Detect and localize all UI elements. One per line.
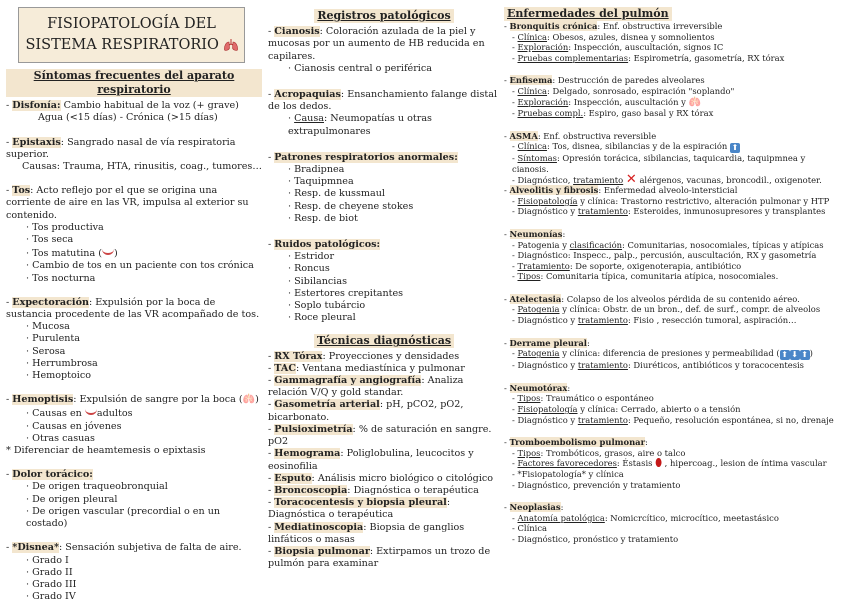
dolor-section: - Dolor torácico: · De origen traqueobronquial · De origen pleural · De origen vascular (precordial o en un costado): [6, 469, 262, 530]
list-item: · Herrumbrosa: [6, 358, 262, 370]
up-arrow-icon: ⬆: [801, 350, 808, 360]
title-line-2: SISTEMA RESPIRATORIO: [26, 35, 238, 56]
list-item: - Broncoscopia: Diagnóstica o terapéutica: [268, 484, 479, 496]
blood-drop-icon: ⬮: [655, 456, 663, 470]
list-item: - Diagnóstico, prevención y tratamiento: [504, 480, 842, 491]
list-item: - Fisiopatología y clínica: Cerrado, abierto o a tensión: [504, 404, 842, 415]
list-item: · Grado I: [6, 555, 262, 567]
cianosis-section: - Cianosis: Coloración azulada de la piel y mucosas por un aumento de HB reducida en capilares. · Cianosis central o periférica: [268, 26, 500, 75]
title-line-1: FISIOPATOLOGÍA DEL: [47, 16, 216, 32]
up-arrow-icon: ⬆: [731, 143, 739, 153]
list-item: · Sibilancias: [268, 276, 500, 288]
patrones-term: Patrones respiratorios anormales: [274, 151, 455, 163]
list-item: · Roncus: [268, 263, 500, 275]
list-item: · Bradipnea: [268, 164, 500, 176]
symptoms-heading: Síntomas frecuentes del aparato respiratorio: [6, 69, 262, 97]
list-item: · Soplo tubárcio: [268, 300, 500, 312]
list-item: · Causas en adultos: [6, 406, 262, 420]
list-item: - Diagnóstico y tratamiento: Diuréticos, antibióticos y toracocentesis: [504, 360, 842, 371]
list-item: - Exploración: Inspección, auscultación, signos IC: [504, 42, 842, 53]
list-item: - Patogenia y clínica: Obstr. de un bron., def. de surf., compr. de alveolos: [504, 304, 842, 315]
lungs-icon: 🫁: [688, 96, 701, 108]
list-item: - Diagnóstico y tratamiento: Fisio , resección tumoral, aspiración…: [504, 315, 842, 326]
up-arrow-icon: ⬆: [781, 350, 788, 360]
list-item: · Grado III: [6, 579, 262, 591]
list-item: - Clínica: [504, 523, 842, 534]
neumotorax-section: - Neumotórax: - Tipos: Traumático o espontáneo - Fisiopatología y clínica: Cerrado, abierto o a tensión - Diagnóstico y tratamiento: Pequeño, resolución espontánea, si no, drenaje: [504, 383, 842, 425]
list-item: · De origen traqueobronquial: [6, 481, 262, 493]
epistaxis-section: - Epistaxis: Sangrado nasal de vía respiratoria superior. Causas: Trauma, HTA, rinusitis, coag., tumores…: [6, 136, 262, 173]
hemoptisis-section: - Hemoptisis: Expulsión de sangre por la boca (🫁) · Causas en adultos · Causas en jóvenes · Otras casuas * Diferenciar de heamtemesis o epixtasis: [6, 394, 262, 457]
hemoptisis-term: Hemoptisis: [12, 394, 74, 406]
list-item: - Pulsioximetría: % de saturación en sangre. pO2: [268, 423, 492, 448]
list-item: · Serosa: [6, 346, 262, 358]
disfonia-term: Disfonía:: [12, 100, 61, 112]
expectoracion-term: Expectoración: [12, 296, 89, 308]
ruidos-section: - Ruidos patológicos: · Estridor · Roncus · Sibilancias · Estertores crepitantes · Soplo tubárcio · Roce pleural: [268, 239, 500, 324]
list-item: - Factores favorecedores: Éstasis ⬮ , hipercoag., lesion de íntima vascular: [504, 458, 842, 469]
cianosis-term: Cianosis: [274, 26, 320, 38]
list-item: · Resp. de kussmaul: [268, 188, 500, 200]
disnea-section: - *Disnea*: Sensación subjetiva de falta de aire. · Grado I · Grado II · Grado III · Grado IV: [6, 542, 262, 603]
column-registros: [268, 9, 500, 570]
list-item: · Tos seca: [6, 234, 262, 246]
list-item: - Tipos: Comunitaria típica, comunitaria atípica, nosocomiales.: [504, 271, 842, 282]
list-item: · Taquipmnea: [268, 176, 500, 188]
list-item: - Diagnóstico: Inspecc., palp., percusión, auscultación, RX y gasometría: [504, 250, 842, 261]
list-item: - Tratamiento: De soporte, oxigenoterapia, antibiótico: [504, 261, 842, 272]
list-item: - Clínica: Delgado, sonrosado, espiración "soplando": [504, 86, 842, 97]
trombo-section: - Tromboembolismo pulmonar: - Tipos: Trombóticos, grasos, aire o talco - Factores favorecedores: Éstasis ⬮ , hipercoag., lesion de íntima vascular - *Fisiopatología* y clínica - Diagnóstico, prevención y tratamiento: [504, 437, 842, 490]
tos-term: Tos: [12, 185, 31, 197]
atelectasia-section: - Atelectasia: Colapso de los alveolos pérdida de su contenido aéreo. - Patogenia y clínica: Obstr. de un bron., def. de surf., compr. de alveolos - Diagnóstico y tratamiento: Fisio , resección tumoral, aspiración…: [504, 294, 842, 326]
list-item: - Tipos: Traumático o espontáneo: [504, 393, 842, 404]
elderly-icon: [85, 406, 97, 415]
list-item: - Diagnóstico, pronóstico y tratamiento: [504, 534, 842, 545]
title-box: [18, 7, 245, 63]
list-item: - Biopsia pulmonar: Extirpamos un trozo de pulmón para examinar: [268, 545, 491, 570]
enfermedades-heading: Enfermedades del pulmón: [504, 7, 672, 21]
list-item: · Tos nocturna: [6, 273, 262, 285]
list-item: - Tipos: Trombóticos, grasos, aire o talco: [504, 448, 842, 459]
list-item: - Toracocentesis y biopsia pleural: Diagnóstica o terapéutica: [268, 497, 451, 521]
list-item: · Hemoptoico: [6, 370, 262, 382]
list-item: · Estertores crepitantes: [268, 288, 500, 300]
list-item: - Anatomía patológica: Nomicrcítico, microcítico, meetastásico: [504, 513, 842, 524]
lungs-icon: 🫁: [242, 394, 256, 406]
list-item: · Tos productiva: [6, 222, 262, 234]
epistaxis-term: Epistaxis: [12, 136, 61, 148]
list-item: · Otras casuas: [6, 433, 262, 445]
enfisema-section: - Enfisema: Destrucción de paredes alveolares - Clínica: Delgado, sonrosado, espiración "soplando" - Exploración: Inspección, auscultación y 🫁 - Pruebas compl.: Espiro, gaso basal y RX tórax: [504, 75, 842, 118]
list-item: · Causas en jóvenes: [6, 421, 262, 433]
column-enfermedades: [504, 7, 842, 545]
down-arrow-icon: ⬇: [791, 350, 798, 360]
asma-section: - ASMA: Enf. obstructiva reversible - Clínica: Tos, disnea, sibilancias y de la espiración ⬆ - Síntomas: Opresión torácica, sibilancias, taquicardia, taquipmnea y cianosis. - Diagnóstico, tratamiento ✕ alérgenos, vacunas, broncodil., oxigenoter.: [504, 131, 842, 185]
list-item: - Diagnóstico y tratamiento: Esteroides, inmunosupresores y transplantes: [504, 206, 842, 217]
list-item: · Cianosis central o periférica: [268, 63, 500, 75]
list-item: · Grado II: [6, 567, 262, 579]
list-item: · Causa: Neumopatías u otras extrapulmonares: [268, 113, 500, 137]
neoplasias-section: - Neoplasias: - Anatomía patológica: Nomicrcítico, microcítico, meetastásico - Clínica - Diagnóstico, pronóstico y tratamiento: [504, 502, 842, 544]
patrones-section: - Patrones respiratorios anormales: · Bradipnea · Taquipmnea · Resp. de kussmaul · Resp. de cheyene stokes · Resp. de biot: [268, 152, 500, 225]
ruidos-term: Ruidos patológicos: [274, 239, 377, 251]
list-item: - Mediatinoscopia: Biopsia de ganglios linfáticos o masas: [268, 521, 465, 545]
list-item: - Diagnóstico y tratamiento: Pequeño, resolución espontánea, si no, drenaje: [504, 415, 842, 426]
alveolitis-section: - Alveolitis y fibrosis: Enfermedad alveolo-intersticial - Fisiopatología y clínica: Trastorno restrictivo, alteración pulmonar y HTP - Diagnóstico y tratamiento: Esteroides, inmunosupresores y transplantes: [504, 185, 842, 217]
list-item: - Exploración: Inspección, auscultación y 🫁: [504, 97, 842, 109]
tecnicas-heading: Técnicas diagnósticas: [314, 334, 454, 348]
dolor-term: Dolor torácico:: [12, 469, 93, 481]
list-item: - Gammagrafía y angiografía: Analiza relación V/Q y gold standar.: [268, 375, 464, 399]
bronquitis-section: - Bronquitis crónica: Enf. obstructiva irreversible - Clínica: Obesos, azules, disnea y somnolientos - Exploración: Inspección, auscultación, signos IC - Pruebas complementarias: Espirometría, gasometría, RX tórax: [504, 21, 842, 63]
column-symptoms: [6, 69, 262, 603]
neumonias-section: - Neumonías: - Patogenia y clasificación: Comunitarias, nosocomiales, típicas y atípicas - Diagnóstico: Inspecc., palp., percusión, auscultación, RX y gasometría - Tratamiento: De soporte, oxigenoterapia, antibiótico - Tipos: Comunitaria típica, comunitaria atípica, nosocomiales.: [504, 229, 842, 282]
list-item: · Resp. de biot: [268, 213, 500, 225]
list-item: - Hemograma: Poliglobulina, leucocitos y eosinofilia: [268, 448, 474, 472]
hemoptisis-note: * Diferenciar de heamtemesis o epixtasis: [6, 445, 206, 457]
list-item: · Roce pleural: [268, 312, 500, 324]
epistaxis-causes: Causas: Trauma, HTA, rinusitis, coag., tumores…: [22, 161, 262, 173]
tos-section: - Tos: Acto reflejo por el que se origina una corriente de aire en las VR, impulsa al exterior su contenido. · Tos productiva · Tos seca · Tos matutina ( ) · Cambio de tos en un paciente con tos crónica · Tos nocturna: [6, 185, 262, 285]
mouth-icon: [102, 246, 114, 255]
list-item: · Grado IV: [6, 591, 262, 603]
list-item: · Cambio de tos en un paciente con tos crónica: [6, 260, 262, 272]
list-item: - Clínica: Tos, disnea, sibilancias y de la espiración ⬆: [504, 141, 842, 153]
list-item: - TAC: Ventana mediastínica y pulmonar: [268, 362, 465, 374]
list-item: - Gasometría arterial: pH, pCO2, pO2, bicarbonato.: [268, 399, 464, 423]
list-item: - RX Tórax: Proyecciones y densidades: [268, 350, 460, 362]
list-item: · Mucosa: [6, 321, 262, 333]
list-item: - Pruebas complementarias: Espirometría, gasometría, RX tórax: [504, 53, 842, 64]
list-item: · Tos matutina ( ): [6, 246, 262, 260]
list-item: - Fisiopatología y clínica: Trastorno restrictivo, alteración pulmonar y HTP: [504, 196, 842, 207]
lungs-icon: [224, 39, 238, 51]
list-item: - Síntomas: Opresión torácica, sibilancias, taquicardia, taquipmnea y cianosis.: [504, 153, 842, 174]
list-item: · De origen vascular (precordial o en un costado): [6, 506, 262, 530]
list-item: · Resp. de cheyene stokes: [268, 201, 500, 213]
disfonia-section: - Disfonía: Cambio habitual de la voz (+ grave) Agua (<15 días) - Crónica (>15 días): [6, 100, 262, 124]
acropaquias-section: - Acropaquias: Ensanchamiento falange distal de los dedos. · Causa: Neumopatías u otras extrapulmonares: [268, 89, 500, 138]
list-item: · Estridor: [268, 251, 500, 263]
acropaquias-term: Acropaquias: [274, 89, 341, 101]
tecnicas-list: [268, 351, 500, 571]
derrame-section: - Derrame pleural: - Patogenia y clínica: diferencia de presiones y permeabilidad ( ⬆ ⬇ ⬆ ) - Diagnóstico y tratamiento: Diuréticos, antibióticos y toracocentesis: [504, 338, 842, 371]
list-item: - Esputo: Análisis micro biológico o citológico: [268, 472, 494, 484]
list-item: · Purulenta: [6, 333, 262, 345]
cross-icon: ✕: [625, 171, 637, 187]
disnea-term: *Disnea*: [12, 542, 59, 554]
list-item: - Diagnóstico, tratamiento ✕ alérgenos, vacunas, broncodil., oxigenoter.: [504, 175, 842, 186]
list-item: - Patogenia y clasificación: Comunitarias, nosocomiales, típicas y atípicas: [504, 240, 842, 251]
registros-heading: Registros patológicos: [314, 9, 453, 23]
list-item: - Pruebas compl.: Espiro, gaso basal y RX tórax: [504, 108, 842, 119]
expectoracion-section: - Expectoración: Expulsión por la boca de sustancia procedente de las VR acompañado de tos. · Mucosa · Purulenta · Serosa · Herrumbrosa · Hemoptoico: [6, 297, 262, 382]
list-item: - *Fisiopatología* y clínica: [504, 469, 842, 480]
list-item: - Clínica: Obesos, azules, disnea y somnolientos: [504, 32, 842, 43]
list-item: · De origen pleural: [6, 494, 262, 506]
list-item: - Patogenia y clínica: diferencia de presiones y permeabilidad ( ⬆ ⬇ ⬆ ): [504, 348, 842, 360]
disfonia-line2: Agua (<15 días) - Crónica (>15 días): [38, 112, 218, 124]
